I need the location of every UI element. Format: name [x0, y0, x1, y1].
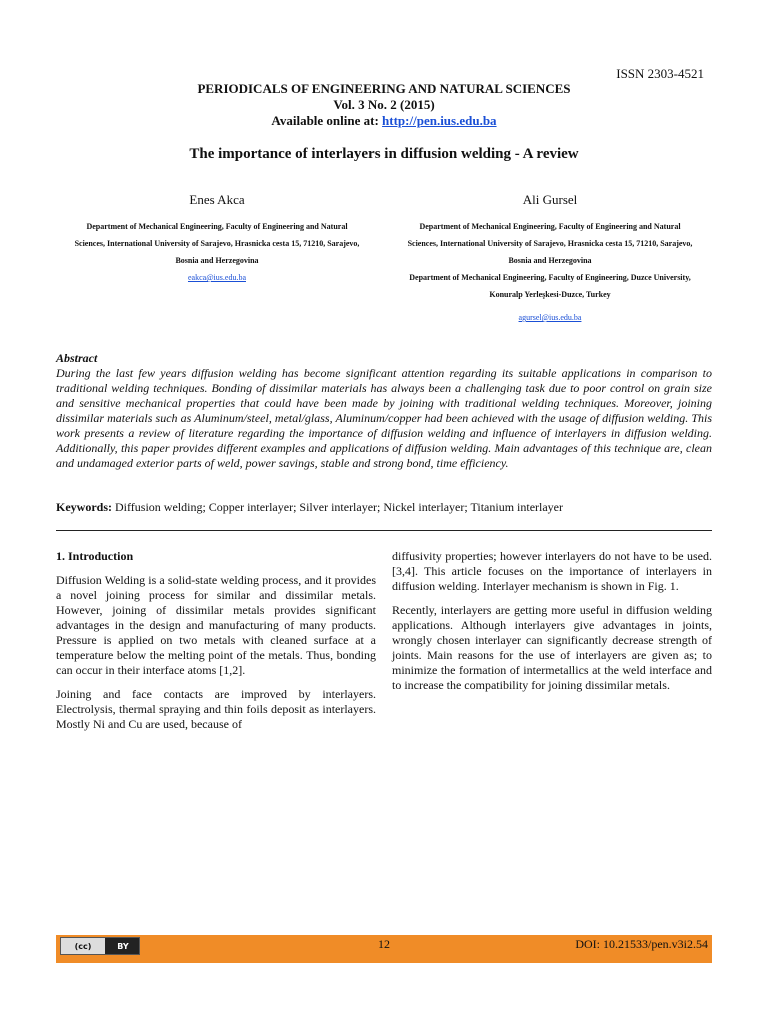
author-affiliation-line: Department of Mechanical Engineering, Faculty of Engineering, Duzce University,	[409, 273, 691, 282]
keywords-label: Keywords:	[56, 500, 112, 514]
body-paragraph: Diffusion Welding is a solid-state welding process, and it provides a novel joining process for similar and dissimilar metals. However, joining of dissimilar metals provides significant advantages in the design and manufacturing of many products. Pressure is applied on two metals with cleaned surface at a temperature below the melting point of the metals. Thus, bonding can occur in their interface atoms [1,2].	[56, 573, 376, 677]
body-right-column	[392, 549, 712, 693]
author-affiliation-line: Bosnia and Herzegovina	[508, 256, 592, 265]
page-footer	[56, 935, 712, 963]
section-divider	[56, 530, 712, 531]
author-affiliation-line: Sciences, International University of Sarajevo, Hrasnicka cesta 15, 71210, Sarajevo,	[74, 239, 360, 248]
author-name: Enes Akca	[189, 192, 245, 207]
author-affiliation-line: Bosnia and Herzegovina	[175, 256, 259, 265]
page-number: 12	[378, 937, 390, 951]
author-name: Ali Gursel	[522, 192, 578, 207]
journal-link[interactable]: http://pen.ius.edu.ba	[382, 113, 497, 128]
author-block-2	[388, 192, 712, 322]
paper-title: The importance of interlayers in diffusion welding - A review	[189, 146, 579, 162]
abstract-text: During the last few years diffusion welding has become significant attention regarding its suitable applications in comparison to traditional welding techniques. Bonding of dissimilar materials has always been a challenging task due to poor control on grain size and sensitive mechanical properties that could have been made by joining with traditional welding techniques. Moreover, joining dissimilar materials such as Aluminum/steel, metal/glass, Aluminum/copper had been achieved with the usage of diffusion welding. This work presents a review of literature regarding the importance of diffusion welding and influence of interlayers in diffusion welding. Additionally, this paper provides different examples and applications of diffusion welding. Main advantages of this technique are, clean and undamaged exterior parts of weld, power savings, stable and strong bond, time efficiency.	[56, 366, 712, 470]
abstract-heading: Abstract	[56, 351, 98, 365]
author-affiliation-line: Konuralp Yerleşkesi-Duzce, Turkey	[489, 290, 611, 299]
body-paragraph: diffusivity properties; however interlayers do not have to be used. [3,4]. This article focuses on the importance of interlayers in diffusion welding. Interlayer mechanism is shown in Fig. 1.	[392, 549, 712, 593]
author-affiliation-line: Sciences, International University of Sarajevo, Hrasnicka cesta 15, 71210, Sarajevo,	[407, 239, 693, 248]
journal-name: PERIODICALS OF ENGINEERING AND NATURAL SCIENCES	[197, 81, 571, 96]
keywords-line	[56, 500, 716, 515]
doi-label: DOI: 10.21533/pen.v3i2.54	[575, 937, 708, 951]
author-email-link[interactable]: eakca@ius.edu.ba	[187, 273, 246, 282]
cc-by-license-icon[interactable]	[60, 937, 140, 955]
author-affiliation-line: Department of Mechanical Engineering, Faculty of Engineering and Natural	[419, 222, 681, 231]
journal-volume: Vol. 3 No. 2 (2015)	[333, 97, 435, 112]
availability-label: Available online at:	[271, 113, 383, 128]
body-left-column	[56, 549, 376, 732]
section-heading: 1. Introduction	[56, 549, 134, 563]
body-paragraph: Joining and face contacts are improved by interlayers. Electrolysis, thermal spraying and thin foils deposit as interlayers. Mostly Ni and Cu are used, because of	[56, 687, 376, 731]
body-paragraph: Recently, interlayers are getting more useful in diffusion welding applications. Although interlayers give advantages in joints, wrongly chosen interlayer can significantly decrease strength of joints. Main reasons for the use of interlayers are given as; to minimize the formation of intermetallics at the weld interface and to increase the compatibility for joining dissimilar metals.	[392, 603, 712, 692]
author-affiliation-line: Department of Mechanical Engineering, Faculty of Engineering and Natural	[86, 222, 348, 231]
cc-by-label: BY	[117, 941, 129, 951]
availability-line	[0, 113, 768, 129]
issn-label: ISSN 2303-4521	[616, 66, 704, 81]
author-block-1	[54, 192, 380, 282]
cc-license-symbol: (cc)	[61, 938, 105, 954]
author-email-link[interactable]: agursel@ius.edu.ba	[518, 313, 582, 322]
keywords-text: Diffusion welding; Copper interlayer; Silver interlayer; Nickel interlayer; Titanium interlayer	[112, 500, 563, 514]
